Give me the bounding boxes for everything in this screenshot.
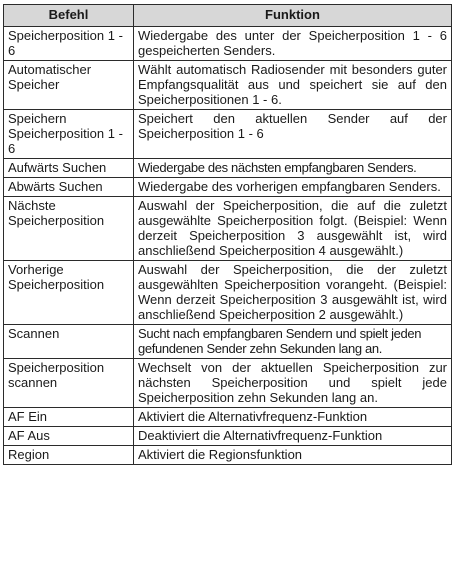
befehl-cell: AF Aus — [4, 427, 134, 446]
funktion-cell: Speichert den aktuellen Sender auf der Speicherposition 1 - 6 — [134, 110, 452, 159]
header-funktion: Funktion — [134, 5, 452, 27]
befehl-cell: Nächste Speicherposition — [4, 197, 134, 261]
funktion-cell: Auswahl der Speicherposition, die auf die zuletzt ausgewählte Speicherposition folgt. (Beispiel: Wenn derzeit Speicherposition 3 ausgewählt ist, wird anschließend Speicherposition 4 ausgewählt.) — [134, 197, 452, 261]
funktion-cell: Aktiviert die Regionsfunktion — [134, 446, 452, 465]
funktion-cell: Wiedergabe des nächsten empfangbaren Senders. — [134, 159, 452, 178]
table-row — [4, 110, 452, 159]
header-befehl: Befehl — [4, 5, 134, 27]
table-row — [4, 159, 452, 178]
befehl-cell: Abwärts Suchen — [4, 178, 134, 197]
funktion-cell: Sucht nach empfangbaren Sendern und spielt jeden gefundenen Sender zehn Sekunden lang an. — [134, 325, 452, 359]
befehl-cell: Automatischer Speicher — [4, 61, 134, 110]
table-row — [4, 408, 452, 427]
funktion-cell: Wiedergabe des unter der Speicherposition 1 - 6 gespeicherten Senders. — [134, 27, 452, 61]
befehl-cell: Speicherposition scannen — [4, 359, 134, 408]
funktion-cell: Wiedergabe des vorherigen empfangbaren Senders. — [134, 178, 452, 197]
befehl-cell: AF Ein — [4, 408, 134, 427]
command-table — [3, 4, 452, 465]
header-row — [4, 5, 452, 27]
table-row — [4, 325, 452, 359]
befehl-cell: Speicherposition 1 - 6 — [4, 27, 134, 61]
table-row — [4, 446, 452, 465]
table-row — [4, 197, 452, 261]
befehl-cell: Aufwärts Suchen — [4, 159, 134, 178]
funktion-cell: Deaktiviert die Alternativfrequenz-Funktion — [134, 427, 452, 446]
funktion-cell: Aktiviert die Alternativfrequenz-Funktion — [134, 408, 452, 427]
funktion-cell: Wählt automatisch Radiosender mit besonders guter Empfangsqualität aus und speichert sie auf den Speicherpositionen 1 - 6. — [134, 61, 452, 110]
befehl-cell: Region — [4, 446, 134, 465]
table-row — [4, 359, 452, 408]
funktion-cell: Auswahl der Speicherposition, die der zuletzt ausgewählten Speicherposition vorangeht. (Beispiel: Wenn derzeit Speicherposition 3 ausgewählt ist, wird anschließend Speicherposition 2 ausgewählt.) — [134, 261, 452, 325]
funktion-cell: Wechselt von der aktuellen Speicherposition zur nächsten Speicherposition und spielt jede Speicherposition zehn Sekunden lang an. — [134, 359, 452, 408]
table-row — [4, 178, 452, 197]
befehl-cell: Vorherige Speicherposition — [4, 261, 134, 325]
table-row — [4, 27, 452, 61]
befehl-cell: Speichern Speicherposition 1 - 6 — [4, 110, 134, 159]
table-row — [4, 61, 452, 110]
befehl-cell: Scannen — [4, 325, 134, 359]
table-row — [4, 427, 452, 446]
table-row — [4, 261, 452, 325]
